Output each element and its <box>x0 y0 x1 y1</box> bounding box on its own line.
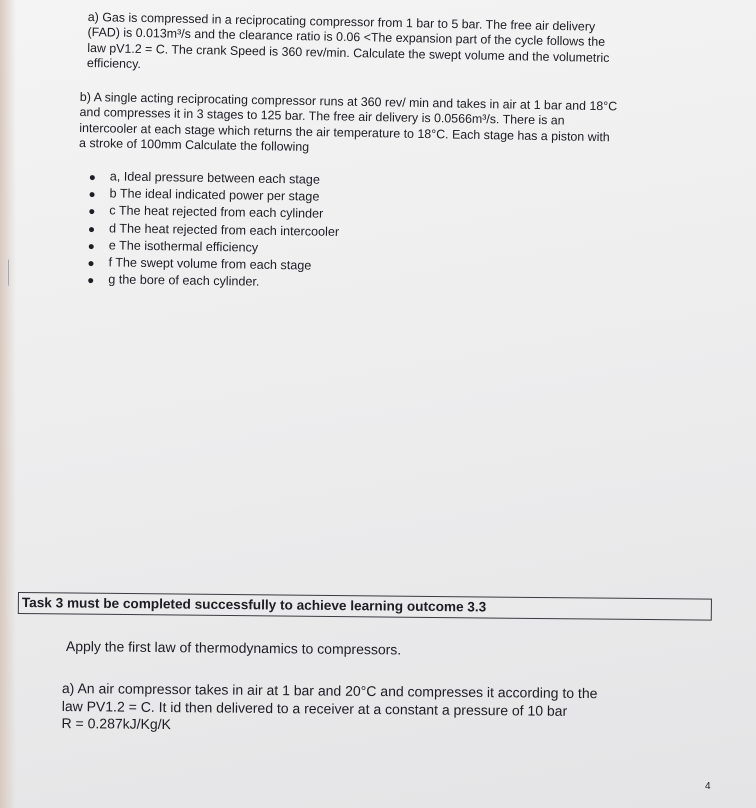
question-part-b <box>79 90 692 162</box>
page-edge-shadow <box>0 0 16 808</box>
bullet-icon <box>90 192 95 197</box>
question-part-b-list <box>84 168 406 293</box>
list-item-text: a, Ideal pressure between each stage <box>109 169 321 187</box>
bullet-icon <box>89 244 94 249</box>
list-item-text: d The heat rejected from each intercooler <box>108 220 340 239</box>
list-item-text: c The heat rejected from each cylinder <box>109 203 324 222</box>
task-3-part-a: a) An air compressor takes in air at 1 bar and 20°C and compresses it according to the law PV1.2 = C. It id then delivered to a receiver at a constant a pressure of 10 bar R = 0.287kJ/Kg/K <box>61 680 598 733</box>
bullet-icon <box>90 175 95 180</box>
list-item-text: b The ideal indicated power per stage <box>109 186 320 204</box>
bullet-icon <box>88 261 93 266</box>
page-edge-mark <box>0 259 9 290</box>
question-part-b-text: b) A single acting reciprocating compressor runs at 360 rev/ min and takes in air at 1 bar and 18°C and compresses it in 3 stages to 125 bar. The free air delivery is 0.0566m³/s. There is an intercooler at each stage which returns the air temperature to 18°C. Each stage has a piston with a stroke of 100mm Calculate the following <box>78 90 618 155</box>
bullet-icon <box>88 278 93 283</box>
list-item-text: g the bore of each cylinder. <box>108 272 260 289</box>
task-3-title: Task 3 must be completed successfully to achieve learning outcome 3.3 <box>21 595 487 615</box>
question-part-a-text: a) Gas is compressed in a reciprocating compressor from 1 bar to 5 bar. The free air delivery (FAD) is 0.013m³/s and the clearance ratio is 0.06 <The expansion part of the cycle follows the law pV1.2 = C. The crank Speed is 360 rev/min. Calculate the swept volume and the volumetric efficiency. <box>86 10 610 72</box>
task-3-intro: Apply the first law of thermodynamics to compressors. <box>65 638 402 658</box>
question-part-a <box>87 10 688 83</box>
bullet-icon <box>89 209 94 214</box>
page-number: 4 <box>705 781 711 792</box>
list-item <box>84 271 404 293</box>
task-3-banner <box>18 592 712 621</box>
list-item-text: e The isothermal efficiency <box>108 238 259 255</box>
bullet-icon <box>89 227 94 232</box>
list-item-text: f The swept volume from each stage <box>108 255 312 273</box>
